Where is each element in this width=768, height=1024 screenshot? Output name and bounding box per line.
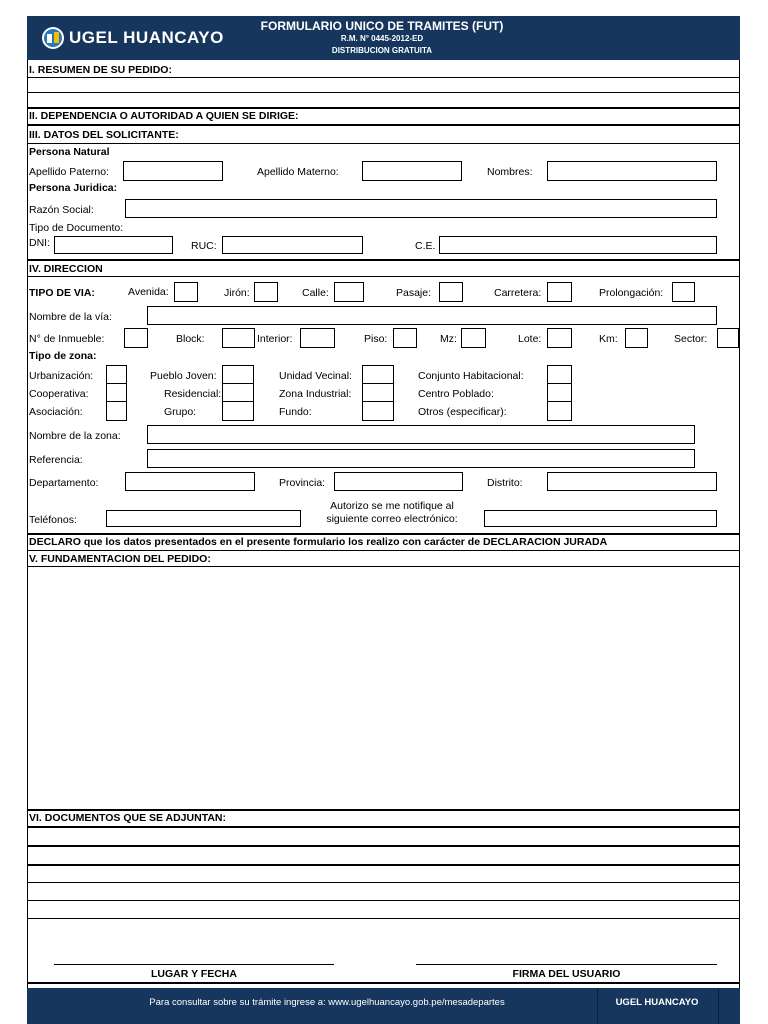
divider (27, 550, 740, 551)
nombre-zona-input[interactable] (147, 425, 695, 444)
tipo-zona-label: Tipo de zona: (29, 350, 97, 362)
urbanizacion-label: Urbanización: (29, 370, 94, 382)
telefonos-label: Teléfonos: (29, 514, 77, 526)
provincia-label: Provincia: (279, 477, 326, 489)
centro-poblado-checkbox[interactable] (547, 383, 572, 402)
distrito-label: Distrito: (487, 477, 523, 489)
section-documentos-title: VI. DOCUMENTOS QUE SE ADJUNTAN: (29, 812, 226, 824)
razon-social-input[interactable] (125, 199, 717, 218)
fundo-label: Fundo: (279, 406, 312, 418)
nombres-label: Nombres: (487, 166, 533, 178)
grupo-checkbox[interactable] (222, 401, 254, 421)
km-label: Km: (599, 333, 618, 345)
dni-input[interactable] (54, 236, 173, 254)
departamento-label: Departamento: (29, 477, 99, 489)
pueblo-joven-checkbox[interactable] (222, 365, 254, 384)
conjunto-habitacional-checkbox[interactable] (547, 365, 572, 384)
divider (27, 276, 740, 277)
firma-usuario-signature-line[interactable] (416, 964, 717, 965)
block-input[interactable] (222, 328, 255, 348)
pasaje-checkbox[interactable] (439, 282, 463, 302)
avenida-checkbox[interactable] (174, 282, 198, 302)
ruc-input[interactable] (222, 236, 363, 254)
referencia-label: Referencia: (29, 454, 83, 466)
lote-input[interactable] (547, 328, 572, 348)
resolution-number: R.M. N° 0445-2012-ED (340, 34, 424, 43)
nombres-input[interactable] (547, 161, 717, 181)
nombre-via-label: Nombre de la vía: (29, 311, 112, 323)
divider (27, 809, 740, 811)
declaracion-jurada: DECLARO que los datos presentados en el presente formulario los realizo con carácter de DECLARACION JURADA (29, 536, 608, 548)
prolongacion-checkbox[interactable] (672, 282, 695, 302)
urbanizacion-checkbox[interactable] (106, 365, 127, 384)
section-dependencia-title: II. DEPENDENCIA O AUTORIDAD A QUIEN SE DIRIGE: (29, 110, 299, 122)
dni-label: DNI: (29, 237, 50, 249)
calle-label: Calle: (302, 287, 329, 299)
form-right-border (739, 60, 740, 988)
lugar-fecha-signature-line[interactable] (54, 964, 334, 965)
documento-line-3[interactable] (28, 865, 739, 881)
divider (27, 143, 740, 144)
persona-natural-label: Persona Natural (29, 146, 110, 158)
mz-label: Mz: (440, 333, 457, 345)
section-resumen-title: I. RESUMEN DE SU PEDIDO: (29, 64, 172, 76)
calle-checkbox[interactable] (334, 282, 364, 302)
zona-industrial-checkbox[interactable] (362, 383, 394, 402)
lote-label: Lote: (518, 333, 542, 345)
ce-label: C.E. (415, 240, 436, 252)
footer-consulta-text: Para consultar sobre su trámite ingrese a: www.ugelhuancayo.gob.pe/mesadepartes (149, 997, 505, 1008)
form-header (27, 16, 740, 60)
apellido-materno-label: Apellido Materno: (257, 166, 339, 178)
conjunto-habitacional-label: Conjunto Habitacional: (418, 370, 524, 382)
ugel-logo-icon (41, 26, 65, 50)
resumen-line-2[interactable] (28, 93, 739, 107)
distribution-note: DISTRIBUCION GRATUITA (331, 46, 433, 55)
sector-label: Sector: (674, 333, 708, 345)
interior-input[interactable] (300, 328, 335, 348)
footer-brand: UGEL HUANCAYO (615, 997, 699, 1008)
apellido-paterno-label: Apellido Paterno: (29, 166, 109, 178)
n-inmueble-input[interactable] (124, 328, 148, 348)
section-fundamentacion-title: V. FUNDAMENTACION DEL PEDIDO: (29, 553, 211, 565)
lugar-fecha-label: LUGAR Y FECHA (151, 968, 237, 980)
tipo-via-label: TIPO DE VIA: (29, 287, 95, 299)
referencia-input[interactable] (147, 449, 695, 468)
razon-social-label: Razón Social: (29, 204, 94, 216)
prolongacion-label: Prolongación: (599, 287, 664, 299)
carretera-checkbox[interactable] (547, 282, 572, 302)
ce-input[interactable] (439, 236, 717, 254)
resumen-line-1[interactable] (28, 78, 739, 92)
residencial-checkbox[interactable] (222, 383, 254, 402)
divider (27, 982, 740, 984)
correo-electronico-input[interactable] (484, 510, 717, 527)
divider (27, 107, 740, 109)
otros-checkbox[interactable] (547, 401, 572, 421)
documento-line-4[interactable] (28, 883, 739, 899)
divider (27, 533, 740, 535)
sector-input[interactable] (717, 328, 739, 348)
block-label: Block: (176, 333, 205, 345)
departamento-input[interactable] (125, 472, 255, 491)
residencial-label: Residencial: (164, 388, 222, 400)
apellido-paterno-input[interactable] (123, 161, 223, 181)
cooperativa-checkbox[interactable] (106, 383, 127, 402)
piso-input[interactable] (393, 328, 417, 348)
nombre-via-input[interactable] (147, 306, 717, 325)
zona-industrial-label: Zona Industrial: (279, 388, 352, 400)
avenida-label: Avenida: (128, 286, 169, 298)
divider (27, 124, 740, 126)
fundamentacion-textarea[interactable] (28, 567, 739, 808)
nombre-zona-label: Nombre de la zona: (29, 430, 121, 442)
section-direccion-title: IV. DIRECCION (29, 263, 103, 275)
logo-text: UGEL HUANCAYO (69, 28, 224, 47)
unidad-vecinal-label: Unidad Vecinal: (279, 370, 352, 382)
fundo-checkbox[interactable] (362, 401, 394, 421)
distrito-input[interactable] (547, 472, 717, 491)
mz-input[interactable] (461, 328, 486, 348)
divider (27, 259, 740, 261)
asociacion-checkbox[interactable] (106, 401, 127, 421)
tipo-documento-label: Tipo de Documento: (29, 222, 124, 234)
pasaje-label: Pasaje: (396, 287, 432, 299)
form-title: FORMULARIO UNICO DE TRAMITES (FUT) (260, 19, 504, 33)
cooperativa-label: Cooperativa: (29, 388, 89, 400)
telefonos-input[interactable] (106, 510, 301, 527)
n-inmueble-label: N° de Inmueble: (29, 333, 105, 345)
pueblo-joven-label: Pueblo Joven: (150, 370, 217, 382)
piso-label: Piso: (364, 333, 388, 345)
jiron-label: Jirón: (224, 287, 250, 299)
grupo-label: Grupo: (164, 406, 197, 418)
section-solicitante-title: III. DATOS DEL SOLICITANTE: (29, 129, 179, 141)
autorizo-label-line1: Autorizo se me notifique al (330, 500, 454, 512)
otros-label: Otros (especificar): (418, 406, 507, 418)
autorizo-label-line2: siguiente correo electrónico: (326, 513, 458, 525)
persona-juridica-label: Persona Juridica: (29, 182, 118, 194)
asociacion-label: Asociación: (29, 406, 83, 418)
km-input[interactable] (625, 328, 648, 348)
apellido-materno-input[interactable] (362, 161, 462, 181)
ruc-label: RUC: (191, 240, 217, 252)
carretera-label: Carretera: (494, 287, 542, 299)
documento-line-1[interactable] (28, 828, 739, 844)
form-footer (27, 988, 740, 1024)
jiron-checkbox[interactable] (254, 282, 278, 302)
interior-label: Interior: (257, 333, 293, 345)
centro-poblado-label: Centro Poblado: (418, 388, 494, 400)
unidad-vecinal-checkbox[interactable] (362, 365, 394, 384)
divider (27, 918, 740, 919)
provincia-input[interactable] (334, 472, 463, 491)
documento-line-2[interactable] (28, 847, 739, 863)
documento-line-5[interactable] (28, 901, 739, 917)
firma-usuario-label: FIRMA DEL USUARIO (512, 968, 621, 980)
